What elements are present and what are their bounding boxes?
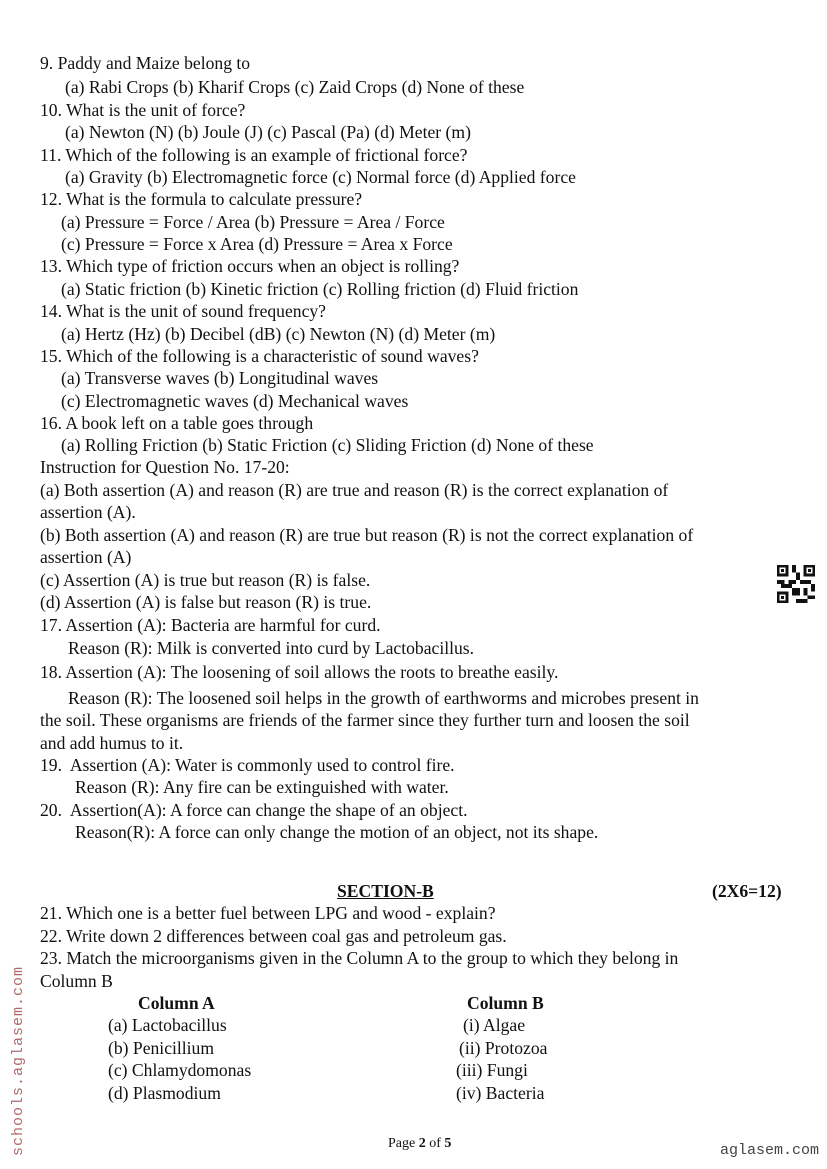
total-pages: 5 <box>444 1136 452 1151</box>
instruction-title: Instruction for Question No. 17-20: <box>40 457 290 477</box>
options: (a) Transverse waves (b) Longitudinal waves <box>61 368 379 388</box>
reason: and add humus to it. <box>40 733 184 753</box>
options: (a) Newton (N) (b) Joule (J) (c) Pascal (Pa) (d) Meter (m) <box>65 122 471 142</box>
instruction-d: (d) Assertion (A) is false but reason (R) is true. <box>40 592 372 612</box>
question-22: 22. Write down 2 differences between coal gas and petroleum gas. <box>40 926 507 946</box>
column-b-item: (iii) Fungi <box>456 1060 528 1080</box>
reason: the soil. These organisms are friends of the farmer since they further turn and loosen the soil <box>40 710 690 730</box>
options: (a) Rolling Friction (b) Static Friction (c) Sliding Friction (d) None of these <box>61 435 594 455</box>
reason: Reason (R): The loosened soil helps in the growth of earthworms and microbes present in <box>68 688 699 708</box>
assertion: 17. Assertion (A): Bacteria are harmful for curd. <box>40 615 381 635</box>
column-a-item: (a) Lactobacillus <box>108 1015 227 1035</box>
page-number <box>388 1134 451 1154</box>
question-text: 12. What is the formula to calculate pressure? <box>40 189 363 209</box>
question-21: 21. Which one is a better fuel between LPG and wood - explain? <box>40 903 496 923</box>
instruction-a: assertion (A). <box>40 502 136 522</box>
instruction-b: assertion (A) <box>40 547 132 567</box>
page-label: Page <box>388 1136 419 1151</box>
instruction-a: (a) Both assertion (A) and reason (R) are true and reason (R) is the correct explanation of <box>40 480 669 500</box>
column-b-header: Column B <box>467 993 544 1013</box>
question-text: Column B <box>40 971 113 991</box>
reason: Reason(R): A force can only change the motion of an object, not its shape. <box>75 822 599 842</box>
assertion: 20. Assertion(A): A force can change the shape of an object. <box>40 800 468 820</box>
question-text: 14. What is the unit of sound frequency? <box>40 301 326 321</box>
options: (a) Hertz (Hz) (b) Decibel (dB) (c) Newton (N) (d) Meter (m) <box>61 324 496 344</box>
column-a-item: (d) Plasmodium <box>108 1083 221 1103</box>
instruction-b: (b) Both assertion (A) and reason (R) are true but reason (R) is not the correct explanation of <box>40 525 694 545</box>
column-b-item: (iv) Bacteria <box>456 1083 545 1103</box>
options: (a) Static friction (b) Kinetic friction (c) Rolling friction (d) Fluid friction <box>61 279 579 299</box>
options: (c) Electromagnetic waves (d) Mechanical waves <box>61 391 409 411</box>
section-marks: (2X6=12) <box>712 881 782 901</box>
options: (c) Pressure = Force x Area (d) Pressure = Area x Force <box>61 234 453 254</box>
assertion: 18. Assertion (A): The loosening of soil allows the roots to breathe easily. <box>40 662 559 682</box>
column-a-item: (b) Penicillium <box>108 1038 215 1058</box>
reason: Reason (R): Milk is converted into curd by Lactobacillus. <box>68 638 475 658</box>
assertion: 19. Assertion (A): Water is commonly used to control fire. <box>40 755 455 775</box>
page-of: of <box>425 1136 445 1151</box>
options: (a) Pressure = Force / Area (b) Pressure = Area / Force <box>61 212 445 232</box>
question-text: 11. Which of the following is an example of frictional force? <box>40 145 468 165</box>
qr-code-icon <box>776 565 816 603</box>
current-page: 2 <box>418 1136 426 1151</box>
question-text: 16. A book left on a table goes through <box>40 413 314 433</box>
column-b-item: (i) Algae <box>463 1015 526 1035</box>
reason: Reason (R): Any fire can be extinguished with water. <box>75 777 449 797</box>
question-text: 10. What is the unit of force? <box>40 100 246 120</box>
options: (a) Gravity (b) Electromagnetic force (c) Normal force (d) Applied force <box>65 167 576 187</box>
question-text: 15. Which of the following is a characteristic of sound waves? <box>40 346 479 366</box>
corner-watermark: aglasem.com <box>719 1142 819 1159</box>
instruction-c: (c) Assertion (A) is true but reason (R) is false. <box>40 570 371 590</box>
side-watermark: schools.aglasem.com <box>10 965 27 1156</box>
question-text: 23. Match the microorganisms given in the Column A to the group to which they belong in <box>40 948 679 968</box>
column-b-item: (ii) Protozoa <box>459 1038 548 1058</box>
question-text: 9. Paddy and Maize belong to <box>40 53 251 73</box>
column-a-item: (c) Chlamydomonas <box>108 1060 252 1080</box>
options: (a) Rabi Crops (b) Kharif Crops (c) Zaid Crops (d) None of these <box>65 77 525 97</box>
column-a-header: Column A <box>138 993 215 1013</box>
question-text: 13. Which type of friction occurs when an object is rolling? <box>40 256 460 276</box>
section-title: SECTION-B <box>337 881 434 901</box>
